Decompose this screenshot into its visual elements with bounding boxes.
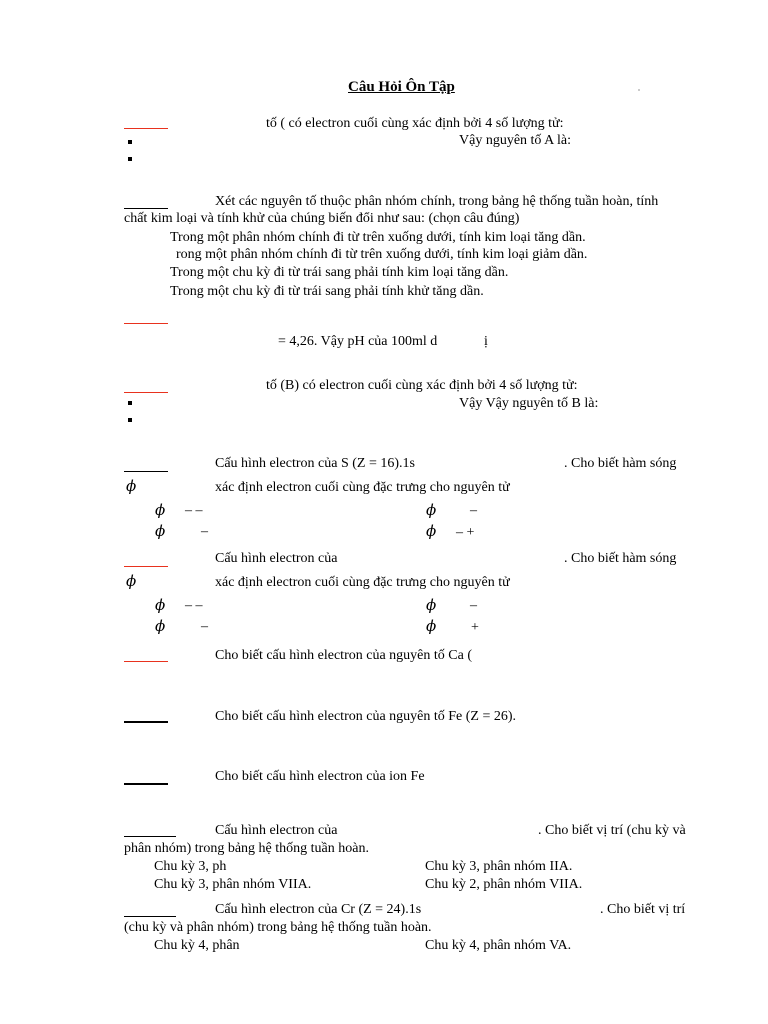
q10-option-d: Chu kỳ 2, phân nhóm VIIA. bbox=[425, 877, 583, 892]
q5-answer-blank bbox=[124, 471, 168, 472]
q1-bullet-1 bbox=[128, 140, 132, 144]
q6-option-c: – bbox=[470, 598, 477, 613]
q6-line1-right: . Cho biết hàm sóng bbox=[564, 551, 677, 566]
phi-symbol: ϕ bbox=[155, 596, 166, 614]
q9-line1: Cho biết cấu hình electron của ion Fe bbox=[215, 769, 425, 784]
q10-line2: phân nhóm) trong bảng hệ thống tuần hoàn. bbox=[124, 841, 369, 856]
q4-bullet-2 bbox=[128, 418, 132, 422]
q1-line1: tố ( có electron cuối cùng xác định bởi 4 số lượng tử: bbox=[266, 116, 564, 131]
q5-option-d: – + bbox=[456, 525, 475, 540]
q11-option-a: Chu kỳ 4, phân bbox=[154, 938, 240, 953]
q2-option-2: rong một phân nhóm chính đi từ trên xuống dưới, tính kim loại giảm dần. bbox=[176, 247, 588, 262]
q4-answer-blank bbox=[124, 392, 168, 393]
q2-line1: Xét các nguyên tố thuộc phân nhóm chính, trong bảng hệ thống tuần hoàn, tính bbox=[215, 194, 659, 209]
q5-line1-left: Cấu hình electron của S (Z = 16).1s bbox=[215, 456, 415, 471]
phi-symbol: ϕ bbox=[126, 572, 137, 590]
q2-answer-blank bbox=[124, 208, 168, 209]
phi-symbol: ϕ bbox=[155, 617, 166, 635]
q6-line2: xác định electron cuối cùng đặc trưng cho nguyên tử bbox=[215, 575, 510, 590]
q10-line1-left: Cấu hình electron của bbox=[215, 823, 338, 838]
q6-option-a: – – bbox=[185, 598, 203, 613]
q4-bullet-1 bbox=[128, 401, 132, 405]
q11-line2: (chu kỳ và phân nhóm) trong bảng hệ thống tuần hoàn. bbox=[124, 920, 432, 935]
phi-symbol: ϕ bbox=[155, 501, 166, 519]
q1-bullet-2 bbox=[128, 157, 132, 161]
q3-line1: = 4,26. Vậy pH của 100ml d bbox=[278, 334, 438, 349]
q6-line1-left: Cấu hình electron của bbox=[215, 551, 338, 566]
q5-line2: xác định electron cuối cùng đặc trưng cho nguyên tử bbox=[215, 480, 510, 495]
q6-option-b: – bbox=[201, 619, 208, 634]
stray-dot bbox=[638, 89, 640, 91]
phi-symbol: ϕ bbox=[126, 477, 137, 495]
q3-tail: ị bbox=[484, 334, 488, 349]
phi-symbol: ϕ bbox=[155, 522, 166, 540]
q7-line1: Cho biết cấu hình electron của nguyên tố Ca ( bbox=[215, 648, 472, 663]
q8-line1: Cho biết cấu hình electron của nguyên tố Fe (Z = 26). bbox=[215, 709, 517, 724]
q6-answer-blank bbox=[124, 566, 168, 567]
q11-option-b: Chu kỳ 4, phân nhóm VA. bbox=[425, 938, 572, 953]
q10-option-a: Chu kỳ 3, ph bbox=[154, 859, 227, 874]
q9-answer-blank bbox=[124, 783, 168, 785]
q4-line2: Vậy Vậy nguyên tố B là: bbox=[459, 396, 599, 411]
q6-option-d: + bbox=[471, 620, 479, 635]
q1-line2: Vậy nguyên tố A là: bbox=[459, 133, 571, 148]
q2-option-4: Trong một chu kỳ đi từ trái sang phải tính khử tăng dần. bbox=[170, 284, 484, 299]
q10-answer-blank bbox=[124, 836, 176, 837]
page-title: Câu Hỏi Ôn Tập bbox=[348, 79, 455, 95]
phi-symbol: ϕ bbox=[426, 617, 437, 635]
q5-option-c: – bbox=[470, 503, 477, 518]
q5-line1-right: . Cho biết hàm sóng bbox=[564, 456, 677, 471]
q5-option-a: – – bbox=[185, 503, 203, 518]
q11-answer-blank bbox=[124, 916, 176, 917]
phi-symbol: ϕ bbox=[426, 522, 437, 540]
q8-answer-blank bbox=[124, 721, 168, 723]
phi-symbol: ϕ bbox=[426, 596, 437, 614]
q3-answer-blank bbox=[124, 323, 168, 324]
q2-line2: chất kim loại và tính khử của chúng biến đổi như sau: (chọn câu đúng) bbox=[124, 211, 520, 226]
q10-option-b: Chu kỳ 3, phân nhóm IIA. bbox=[425, 859, 573, 874]
q7-answer-blank bbox=[124, 661, 168, 662]
q2-option-1: Trong một phân nhóm chính đi từ trên xuống dưới, tính kim loại tăng dần. bbox=[170, 230, 586, 245]
q10-option-c: Chu kỳ 3, phân nhóm VIIA. bbox=[154, 877, 312, 892]
q2-option-3: Trong một chu kỳ đi từ trái sang phải tính kim loại tăng dần. bbox=[170, 265, 509, 280]
phi-symbol: ϕ bbox=[426, 501, 437, 519]
q1-answer-blank bbox=[124, 128, 168, 129]
q10-line1-right: . Cho biết vị trí (chu kỳ và bbox=[538, 823, 686, 838]
q11-line1-right: . Cho biết vị trí bbox=[600, 902, 686, 917]
q4-line1: tố (B) có electron cuối cùng xác định bởi 4 số lượng tử: bbox=[266, 378, 578, 393]
q11-line1-left: Cấu hình electron của Cr (Z = 24).1s bbox=[215, 902, 422, 917]
q5-option-b: – bbox=[201, 524, 208, 539]
